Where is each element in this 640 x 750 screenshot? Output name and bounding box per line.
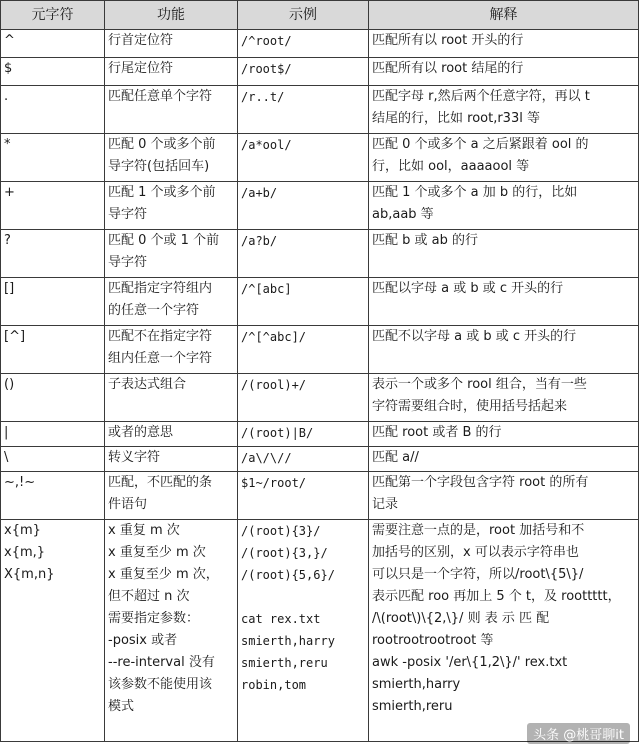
table-row [1,447,639,472]
example-cell: /^[abc] [238,278,369,326]
metachar-cell: * [1,134,105,182]
explanation-cell: 匹配 1 个或多个 a 加 b 的行，比如 ab,aab 等 [369,182,639,230]
explanation-cell: 匹配 0 个或多个 a 之后紧跟着 ool 的 行，比如 ool，aaaaool 等 [369,134,639,182]
header-explanation: 解释 [369,1,639,30]
table-header [1,1,639,30]
metachar-cell: | [1,422,105,447]
explanation-cell: 匹配所有以 root 结尾的行 [369,58,639,86]
example-cell: /root$/ [238,58,369,86]
example-cell: /a+b/ [238,182,369,230]
metachar-cell: ^ [1,30,105,58]
explanation-cell: 匹配所有以 root 开头的行 [369,30,639,58]
table-row [1,230,639,278]
watermark: 头条 @桃哥聊it [527,723,630,744]
function-cell: 行首定位符 [105,30,238,58]
example-cell: /^root/ [238,30,369,58]
function-cell: 匹配指定字符组内 的任意一个字符 [105,278,238,326]
metachar-cell: \ [1,447,105,472]
table-row [1,472,639,520]
example-cell: /a*ool/ [238,134,369,182]
explanation-cell: 匹配不以字母 a 或 b 或 c 开头的行 [369,326,639,374]
table-row [1,374,639,422]
metachar-cell: ? [1,230,105,278]
table-row [1,422,639,447]
metachar-cell: . [1,86,105,134]
function-cell: x 重复 m 次 x 重复至少 m 次 x 重复至少 m 次， 但不超过 n 次 需要指定参数： -posix 或者 --re-interval 没有 该参数不能使用该 模式 [105,520,238,742]
function-cell: 匹配任意单个字符 [105,86,238,134]
function-cell: 行尾定位符 [105,58,238,86]
explanation-cell: 表示一个或多个 rool 组合，当有一些 字符需要组合时，使用括号括起来 [369,374,639,422]
header-function: 功能 [105,1,238,30]
table-row [1,58,639,86]
metachar-cell: ~,!~ [1,472,105,520]
function-cell: 匹配 0 个或 1 个前 导字符 [105,230,238,278]
table-row [1,134,639,182]
table-row [1,86,639,134]
explanation-cell: 需要注意一点的是，root 加括号和不 加括号的区别，x 可以表示字符串也 可以只是一个字符，所以/root\{5\}/ 表示匹配 roo 再加上 5 个 t，及 roottttt， /\(root\)\{2,\}/ 则 表 示 匹 配 rootrootrootroot 等 awk -posix '/er\{1,2\}/' rex.txt smierth,harry smierth,reru [369,520,639,742]
example-cell: /^[^abc]/ [238,326,369,374]
metachar-cell: () [1,374,105,422]
metachar-cell: $ [1,58,105,86]
function-cell: 匹配 0 个或多个前 导字符(包括回车) [105,134,238,182]
function-cell: 或者的意思 [105,422,238,447]
explanation-cell: 匹配 b 或 ab 的行 [369,230,639,278]
example-cell: /(root)|B/ [238,422,369,447]
table-row [1,30,639,58]
example-cell: /r..t/ [238,86,369,134]
table-row [1,326,639,374]
metachar-cell: x{m} x{m,} X{m,n} [1,520,105,742]
metachar-cell: [] [1,278,105,326]
table-row [1,278,639,326]
metachar-cell: [^] [1,326,105,374]
example-cell: /(root){3}/ /(root){3,}/ /(root){5,6}/ cat rex.txt smierth,harry smierth,reru robin,tom [238,520,369,742]
explanation-cell: 匹配以字母 a 或 b 或 c 开头的行 [369,278,639,326]
example-cell: /a\/\// [238,447,369,472]
function-cell: 转义字符 [105,447,238,472]
explanation-cell: 匹配 root 或者 B 的行 [369,422,639,447]
header-row [1,1,639,30]
function-cell: 匹配 1 个或多个前 导字符 [105,182,238,230]
metachar-cell: + [1,182,105,230]
explanation-cell: 匹配第一个字段包含字符 root 的所有 记录 [369,472,639,520]
example-cell: $1~/root/ [238,472,369,520]
function-cell: 匹配不在指定字符 组内任意一个字符 [105,326,238,374]
explanation-cell: 匹配 a// [369,447,639,472]
example-cell: /a?b/ [238,230,369,278]
table-body [1,30,639,742]
header-example: 示例 [238,1,369,30]
example-cell: /(rool)+/ [238,374,369,422]
function-cell: 子表达式组合 [105,374,238,422]
header-metachar: 元字符 [1,1,105,30]
table-row [1,182,639,230]
table-row [1,520,639,742]
function-cell: 匹配，不匹配的条 件语句 [105,472,238,520]
explanation-cell: 匹配字母 r,然后两个任意字符，再以 t 结尾的行，比如 root,r33l 等 [369,86,639,134]
